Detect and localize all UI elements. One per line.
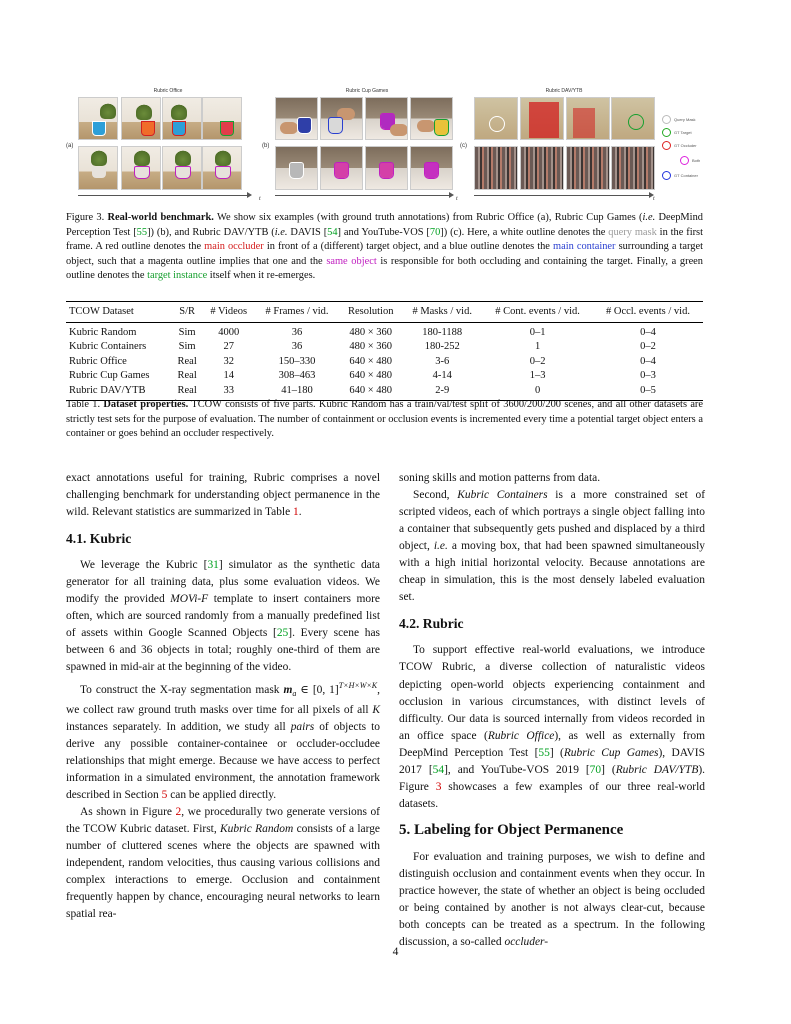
paragraph: To construct the X-ray segmentation mask $m_a$ ∈ [0, 1]$^{T\times H\times W\times K}$, we collect raw ground truth masks over time for all pixels of all K instances separately. In addition, we study all pairs of objects to derive any possible container-containee or occluder-occludee relationships that might emerge. Because we have access to perfect information in a simulated environment, the annotation framework described in Section 5 can be applied directly.: [66, 680, 380, 801]
time-label-b: t: [456, 196, 458, 202]
panel-tag-a: (a): [66, 143, 74, 149]
ref-54[interactable]: 54: [432, 763, 445, 776]
gt-occluder-swatch-icon: [662, 141, 671, 150]
legend-query-mask: Query Mask: [662, 115, 696, 124]
ref-figure-2[interactable]: 2: [175, 805, 182, 818]
time-label-a: t: [259, 196, 261, 202]
table-caption-title: Dataset properties.: [103, 399, 189, 410]
figure-caption-title: Real-world benchmark.: [107, 212, 214, 223]
cup-frame-8: [410, 146, 453, 190]
cup-frame-1: [275, 97, 318, 140]
office-frame-8: [202, 146, 242, 190]
ref-54[interactable]: 54: [327, 226, 338, 238]
dav-frame-3: [566, 97, 610, 140]
table-header-row: [66, 302, 703, 323]
main-container-term: main container: [553, 241, 616, 252]
section-heading-5: 5. Labeling for Object Permanence: [399, 821, 624, 838]
col-header: # Frames / vid.: [255, 302, 339, 323]
paragraph: soning skills and motion patterns from data.: [399, 472, 601, 484]
right-column: [399, 470, 705, 951]
panel-title-office: Rubric Office: [153, 88, 183, 94]
query-mask-term: query mask: [608, 226, 657, 238]
figure-3-caption: Figure 3. Real-world benchmark. We show six examples (with ground truth annotations) from Rubric Office (a), Rubric Cup Games (i.e. DeepMind Perception Test [55]) (b), and Rubric DAV/YTB (i.e. DAVIS [54] and YouTube-VOS [70]) (c). Here, a white outline denotes the query mask in the first frame. A red outline denotes the main occluder in front of a (different) target object, and a blue outline denotes the main container surrounding a target object, such that a magenta outline implies that one and the same object is responsible for both occluding and containing the target. Finally, a green outline denotes the target instance itself when it re-emerges.: [66, 212, 703, 281]
ref-25[interactable]: 25: [276, 627, 289, 640]
same-object-term: same object: [326, 255, 377, 267]
query-mask-swatch-icon: [662, 115, 671, 124]
both-swatch-icon: [680, 156, 689, 165]
figure-caption-number: Figure 3.: [66, 212, 105, 223]
cup-frame-3: [365, 97, 408, 140]
section-heading-4-1: 4.1. Kubric: [66, 531, 132, 547]
office-frame-7: [162, 146, 202, 190]
panel-tag-c: (c): [460, 143, 467, 149]
ref-figure-3[interactable]: 3: [435, 780, 442, 793]
time-axis-b: [275, 195, 450, 196]
office-frame-6: [121, 146, 161, 190]
col-header: # Cont. events / vid.: [482, 302, 593, 323]
table-row: Rubric Office Real 32 150–330 640 × 480 3-6 0–2 0–4: [69, 355, 656, 367]
time-axis-c: [474, 195, 650, 196]
col-header: TCOW Dataset: [66, 302, 172, 323]
time-axis-a: [78, 195, 248, 196]
dav-frame-2: [520, 97, 564, 140]
legend-gt-target: GT Target: [662, 128, 692, 137]
office-frame-2: [121, 97, 161, 140]
section-heading-4-2: 4.2. Rubric: [399, 616, 464, 632]
table-row: Rubric DAV/YTB Real 33 41–180 640 × 480 2-9 0 0–5: [66, 384, 703, 401]
ref-55[interactable]: 55: [136, 226, 148, 238]
table-1-caption: Table 1. Dataset properties. TCOW consists of five parts. Kubric Random has a train/val/test split of 3600/200/200 scenes, and all other datasets are strictly test sets for the purpose of evaluation. The number of containment or occlusion events is incremented every time a potential target object enters a container or goes behind an occluder respectively.: [66, 399, 704, 439]
time-label-c: t: [653, 196, 655, 202]
page-number: 4: [392, 946, 399, 958]
target-instance-term: target instance: [147, 270, 208, 281]
col-header: # Videos: [203, 302, 255, 323]
ref-70[interactable]: 70: [429, 226, 441, 238]
col-header: # Occl. events / vid.: [593, 302, 703, 323]
office-frame-4: [202, 97, 242, 140]
legend-gt-occluder: GT Occluder: [662, 141, 697, 150]
col-header: # Masks / vid.: [402, 302, 482, 323]
dav-frame-4: [611, 97, 655, 140]
ytb-frame-2: [520, 146, 564, 190]
cup-frame-4: [410, 97, 453, 140]
ytb-frame-1: [474, 146, 518, 190]
col-header: S/R: [172, 302, 203, 323]
office-frame-3: [162, 97, 202, 140]
paragraph: Second, Kubric Containers is a more constrained set of scripted videos, each of which portrays a single object falling into a container that subsequently gets pushed and displaced by a third object, i.e. a moving box, that had been spawned simultaneously with a high initial horizontal velocity. Because annotations are cheap in simulation, this is the most densely labeled evaluation set.: [399, 489, 706, 604]
table-row: Kubric Containers Sim 27 36 480 × 360 180-252 1 0–2: [69, 341, 656, 353]
paragraph: For evaluation and training purposes, we wish to define and distinguish occlusion and containment events when they occur. In practice however, the state of whether an object is being occluded or being contained by another is not always clear-cut, because both concepts can be treated as a spectrum. In the following discussion, a so-called occluder-: [399, 850, 705, 949]
ref-31[interactable]: 31: [207, 559, 219, 572]
ref-table-1[interactable]: 1: [293, 506, 299, 519]
panel-title-cup-games: Rubric Cup Games: [345, 88, 389, 94]
ytb-frame-4: [611, 146, 655, 190]
dav-frame-1: [474, 97, 518, 140]
table-caption-number: Table 1.: [66, 399, 101, 410]
ref-section-5[interactable]: 5: [161, 788, 168, 801]
cup-frame-2: [320, 97, 363, 140]
main-occluder-term: main occluder: [204, 241, 264, 252]
dataset-properties-table: [66, 301, 703, 401]
paragraph: We leverage the Kubric [31] simulator as the synthetic data generator for all training data, plus some evaluation videos. We modify the provided MOVi-F template to insert containers more often, which are sourced randomly from a manually predefined list of assets within Google Scanned Objects [25]. Every scene has between 6 and 36 objects in total; roughly one-third of them are spawned in mid-air at the beginning of the video.: [66, 559, 381, 674]
legend-both: Both: [680, 156, 700, 165]
paragraph: As shown in Figure 2, we procedurally two generate versions of the TCOW Kubric dataset. First, Kubric Random consists of a large number of cluttered scenes where the objects are spawned with independent, random velocities, thus causing various collisions and complex interactions to emerge. Occlusion and containment frequently happen by chance, encouraging neural networks to learn spatial rea-: [66, 805, 380, 921]
panel-tag-b: (b): [262, 143, 270, 149]
office-frame-1: [78, 97, 118, 140]
table-row: Kubric Random Sim 4000 36 480 × 360 180-1188 0–1 0–4: [69, 327, 656, 338]
paragraph: exact annotations useful for training, Rubric comprises a novel challenging benchmark for understanding object permanence in the wild. Relevant statistics are summarized in Table 1.: [66, 472, 380, 519]
gt-container-swatch-icon: [662, 171, 671, 180]
ytb-frame-3: [566, 146, 610, 190]
ref-70[interactable]: 70: [589, 763, 602, 776]
cup-frame-7: [365, 146, 408, 190]
col-header: Resolution: [339, 302, 402, 323]
paragraph: To support effective real-world evaluations, we introduce TCOW Rubric, a diverse collection of naturalistic videos depicting open-world objects experiencing containment and occlusion in various circumstances, with distinct levels of difficulty. Our data is sourced internally from videos recorded in an office space (Rubric Office), as well as externally from DeepMind Perception Test [55] (Rubric Cup Games), DAVIS 2017 [54], and YouTube-VOS 2019 [70] (Rubric DAV/YTB). Figure 3 showcases a few examples of our three real-world datasets.: [399, 644, 705, 810]
cup-frame-6: [320, 146, 363, 190]
table-row: Rubric Cup Games Real 14 308–463 640 × 480 4-14 1–3 0–3: [69, 370, 656, 382]
gt-target-swatch-icon: [662, 128, 671, 137]
panel-title-davytb: Rubric DAV/YTB: [545, 88, 583, 94]
cup-frame-5: [275, 146, 318, 190]
legend-gt-container: GT Container: [662, 171, 698, 180]
ref-55[interactable]: 55: [538, 746, 550, 759]
left-column: [66, 470, 380, 923]
office-frame-5: [78, 146, 118, 190]
